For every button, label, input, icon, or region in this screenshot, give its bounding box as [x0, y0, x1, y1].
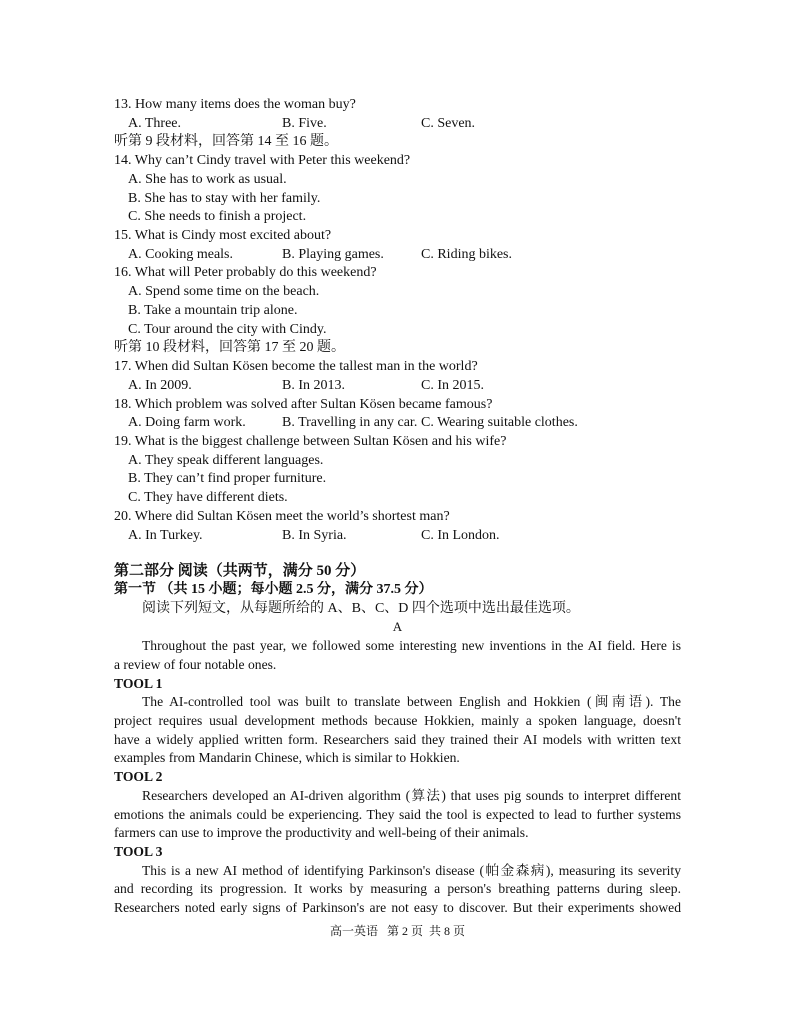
tool-2-heading: TOOL 2: [114, 769, 163, 785]
question-13-option-b: B. Five.: [282, 115, 327, 131]
tool-3-line: Researchers noted early signs of Parkinson's are not easy to discover. But their experiments showed: [114, 900, 681, 916]
page-footer: 高一英语 第 2 页 共 8 页: [329, 924, 465, 938]
passage-label: A: [392, 619, 403, 635]
question-17-option-c: C. In 2015.: [421, 377, 484, 393]
question-19-stem: 19. What is the biggest challenge between Sultan Kӧsen and his wife?: [114, 433, 507, 449]
tool-2-line: Researchers developed an AI-driven algorithm (算法) that uses pig sounds to interpret different: [142, 787, 681, 803]
reading-section-title: 第一节 （共 15 小题；每小题 2.5 分，满分 37.5 分）: [114, 581, 433, 597]
question-18-stem: 18. Which problem was solved after Sultan Kӧsen became famous?: [114, 396, 493, 412]
page-content: [114, 96, 681, 918]
question-15-options: [114, 246, 681, 265]
question-17-options: [114, 377, 681, 396]
question-16-option-b: B. Take a mountain trip alone.: [128, 302, 298, 318]
question-13-options: [114, 115, 681, 134]
question-19-option-c: C. They have different diets.: [128, 490, 288, 506]
question-13-option-a: A. Three.: [128, 115, 181, 131]
question-18-option-b: B. Travelling in any car.: [282, 415, 418, 431]
question-14-option-a: A. She has to work as usual.: [128, 171, 287, 187]
passage-intro-line: a review of four notable ones.: [114, 656, 277, 672]
reading-directions: 阅读下列短文，从每题所给的 A、B、C、D 四个选项中选出最佳选项。: [142, 600, 580, 616]
question-13-option-c: C. Seven.: [421, 115, 476, 131]
question-18-option-a: A. Doing farm work.: [128, 415, 246, 431]
question-15-option-a: A. Cooking meals.: [128, 246, 233, 262]
question-20-option-c: C. In London.: [421, 527, 500, 543]
question-14-option-b: B. She has to stay with her family.: [128, 190, 321, 206]
question-19-option-a: A. They speak different languages.: [128, 452, 324, 468]
listening-instruction-section-10: 听第 10 段材料，回答第 17 至 20 题。: [114, 340, 345, 356]
question-15-stem: 15. What is Cindy most excited about?: [114, 228, 332, 244]
question-16-stem: 16. What will Peter probably do this weekend?: [114, 265, 377, 281]
tool-3-heading: TOOL 3: [114, 844, 163, 859]
tool-1-line: have a widely applied written form. Researchers said they trained their AI models with written text: [114, 731, 681, 747]
tool-1-line: project requires usual development methods because Hokkien, mainly a spoken language, doesn't: [114, 712, 681, 728]
question-14-stem: 14. Why can’t Cindy travel with Peter this weekend?: [114, 153, 411, 169]
question-17-option-b: B. In 2013.: [282, 377, 345, 393]
question-14-option-c: C. She needs to finish a project.: [128, 209, 307, 225]
question-20-option-b: B. In Syria.: [282, 527, 347, 543]
tool-1-line: examples from Mandarin Chinese, which is similar to Hokkien.: [114, 750, 460, 766]
question-15-option-c: C. Riding bikes.: [421, 246, 513, 262]
question-20-options: [114, 527, 681, 546]
tool-2-line: farmers can use to improve the productivity and well-being of their animals.: [114, 825, 529, 841]
question-17-stem: 17. When did Sultan Kӧsen become the tallest man in the world?: [114, 359, 478, 375]
listening-instruction-section-9: 听第 9 段材料，回答第 14 至 16 题。: [114, 134, 338, 150]
tool-3-line: This is a new AI method of identifying Parkinson's disease (帕金森病), measuring its severity: [142, 862, 681, 878]
passage-intro-line: Throughout the past year, we followed some interesting new inventions in the AI field. Here is: [142, 638, 681, 654]
question-18-option-c: C. Wearing suitable clothes.: [421, 415, 578, 431]
question-19-option-b: B. They can’t find proper furniture.: [128, 471, 327, 487]
question-18-options: [114, 414, 681, 433]
tool-1-line: The AI-controlled tool was built to translate between English and Hokkien (闽南语). The: [142, 694, 681, 710]
tool-3-line: and recording its progression. It works by measuring a person's breathing patterns during sleep.: [114, 881, 681, 897]
question-16-option-a: A. Spend some time on the beach.: [128, 284, 320, 300]
question-13-stem: 13. How many items does the woman buy?: [114, 97, 356, 112]
question-17-option-a: A. In 2009.: [128, 377, 192, 393]
tool-2-line: emotions the animals could be experiencing. They said the tool is expected to lead to further systems: [114, 806, 681, 822]
question-20-option-a: A. In Turkey.: [128, 527, 203, 543]
reading-part-title: 第二部分 阅读（共两节，满分 50 分）: [114, 562, 366, 579]
question-16-option-c: C. Tour around the city with Cindy.: [128, 321, 327, 337]
question-15-option-b: B. Playing games.: [282, 246, 384, 262]
tool-1-heading: TOOL 1: [114, 675, 163, 691]
question-20-stem: 20. Where did Sultan Kösen meet the world’s shortest man?: [114, 508, 450, 524]
